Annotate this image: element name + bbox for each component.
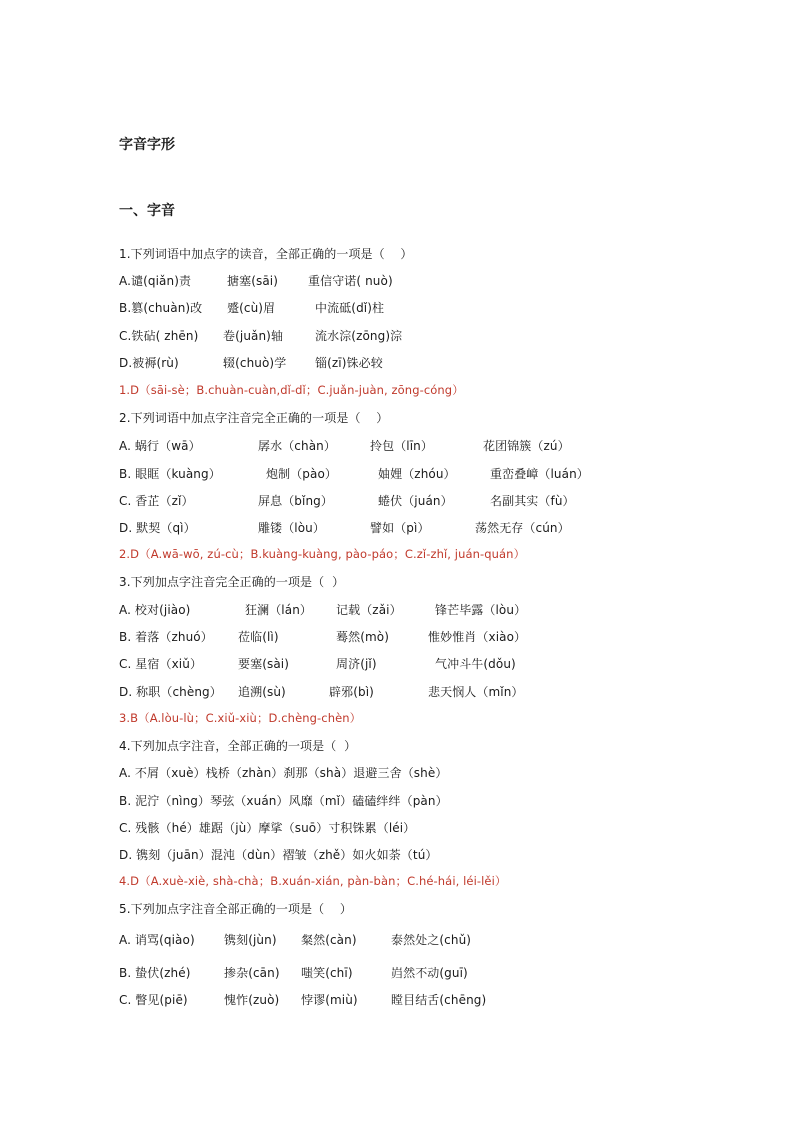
option-term: 搪塞(sāi)	[227, 274, 279, 288]
question-4-answer: 4.D（A.xuè-xiè, shà-chà；B.xuán-xián, pàn-bàn；C.hé-hái, léi-lěi）	[119, 874, 507, 888]
page-title: 字音字形	[119, 137, 175, 153]
question-4-option-d: D. 镌刻（juān）混沌（dùn）褶皱（zhě）如火如荼（tú）	[119, 848, 438, 862]
question-4-option-c: C. 残骸（hé）雄踞（jù）摩挲（suō）寸积铢累（léi）	[119, 821, 416, 835]
option-term: 蜷伏（juán）	[378, 494, 453, 508]
option-term: 譬如（pì）	[370, 521, 430, 535]
option-term: 周济(jǐ)	[336, 657, 377, 671]
option-term: 要塞(sài)	[238, 657, 290, 671]
option-term: 荡然无存（cún）	[475, 521, 570, 535]
option-term: 愧怍(zuò)	[224, 993, 280, 1007]
option-term: 孱水（chàn）	[258, 439, 336, 453]
option-term: 名副其实（fù）	[490, 494, 575, 508]
option-term: 悲天悯人（mǐn）	[428, 685, 524, 699]
option-term: C.铁砧( zhēn)	[119, 329, 199, 343]
option-term: C. 香芷（zǐ）	[119, 494, 194, 508]
option-term: 嗤笑(chī)	[301, 966, 353, 980]
option-term: 蹙(cù)眉	[227, 301, 276, 315]
option-term: C. 瞥见(piē)	[119, 993, 188, 1007]
option-term: D. 默契（qì）	[119, 521, 196, 535]
option-term: C. 星宿（xiǔ）	[119, 657, 203, 671]
option-term: 重峦叠嶂（luán）	[490, 467, 589, 481]
option-term: 掺杂(cān)	[224, 966, 280, 980]
option-term: D. 称职（chèng）	[119, 685, 222, 699]
option-term: B. 着落（zhuó）	[119, 630, 213, 644]
option-term: 泰然处之(chǔ)	[391, 933, 472, 947]
question-3-answer: 3.B（A.lòu-lù；C.xiǔ-xiù；D.chèng-chèn）	[119, 711, 362, 725]
option-term: D.被褥(rù)	[119, 356, 179, 370]
option-term: 中流砥(dǐ)柱	[315, 301, 385, 315]
option-term: A.谴(qiǎn)责	[119, 274, 192, 288]
option-term: 花团锦簇（zú）	[483, 439, 570, 453]
option-term: 记载（zǎi）	[336, 603, 402, 617]
option-term: 流水淙(zōng)淙	[315, 329, 403, 343]
question-4-stem: 4.下列加点字注音，全部正确的一项是（ ）	[119, 739, 357, 753]
question-2-answer: 2.D（A.wā-wō, zú-cù；B.kuàng-kuàng, pào-páo；C.zǐ-zhǐ, juán-quán）	[119, 547, 526, 561]
option-term: 炮制（pào）	[266, 467, 338, 481]
question-1-stem: 1.下列词语中加点字的读音，全部正确的一项是（ ）	[119, 247, 413, 261]
option-term: 粲然(càn)	[301, 933, 357, 947]
question-2-stem: 2.下列词语中加点字注音完全正确的一项是（ ）	[119, 411, 389, 425]
option-term: 锋芒毕露（lòu）	[435, 603, 527, 617]
option-term: 追溯(sù)	[238, 685, 286, 699]
option-term: B. 蛰伏(zhé)	[119, 966, 191, 980]
option-term: B.篡(chuàn)改	[119, 301, 203, 315]
option-term: 瞠目结舌(chēng)	[391, 993, 487, 1007]
section-heading: 一、字音	[119, 203, 175, 219]
option-term: A. 蜗行（wā）	[119, 439, 201, 453]
option-term: 屏息（bǐng）	[258, 494, 333, 508]
option-term: 莅临(lì)	[238, 630, 279, 644]
option-term: 悖谬(miù)	[301, 993, 358, 1007]
option-term: 妯娌（zhóu）	[378, 467, 456, 481]
option-term: 岿然不动(guī)	[391, 966, 468, 980]
question-5-stem: 5.下列加点字注音全部正确的一项是（ ）	[119, 902, 353, 916]
option-term: 拎包（līn）	[370, 439, 433, 453]
option-term: 雕镂（lòu）	[258, 521, 325, 535]
question-1-answer: 1.D（sāi-sè；B.chuàn-cuàn,dǐ-dǐ；C.juǎn-juàn, zōng-cóng）	[119, 383, 464, 397]
option-term: 狂澜（lán）	[245, 603, 312, 617]
option-term: A. 校对(jiào)	[119, 603, 191, 617]
option-term: 重信守诺( nuò)	[308, 274, 393, 288]
option-term: 惟妙惟肖（xiào）	[428, 630, 527, 644]
question-4-option-a: A. 不屑（xuè）栈桥（zhàn）刹那（shà）退避三舍（shè）	[119, 766, 448, 780]
option-term: 辟邪(bì)	[329, 685, 374, 699]
question-3-stem: 3.下列加点字注音完全正确的一项是（ ）	[119, 575, 345, 589]
option-term: B. 眼眶（kuàng）	[119, 467, 221, 481]
option-term: 辍(chuò)学	[223, 356, 287, 370]
question-5-option-c	[119, 991, 487, 1075]
option-term: 卷(juǎn)轴	[223, 329, 284, 343]
question-4-option-b: B. 泥泞（nìng）琴弦（xuán）风靡（mǐ）磕磕绊绊（pàn）	[119, 794, 448, 808]
option-term: A. 诮骂(qiào)	[119, 933, 195, 947]
option-term: 镌刻(jùn)	[224, 933, 277, 947]
option-term: 蓦然(mò)	[336, 630, 389, 644]
option-term: 锱(zī)铢必较	[315, 356, 383, 370]
option-term: 气冲斗牛(dǒu)	[435, 657, 516, 671]
